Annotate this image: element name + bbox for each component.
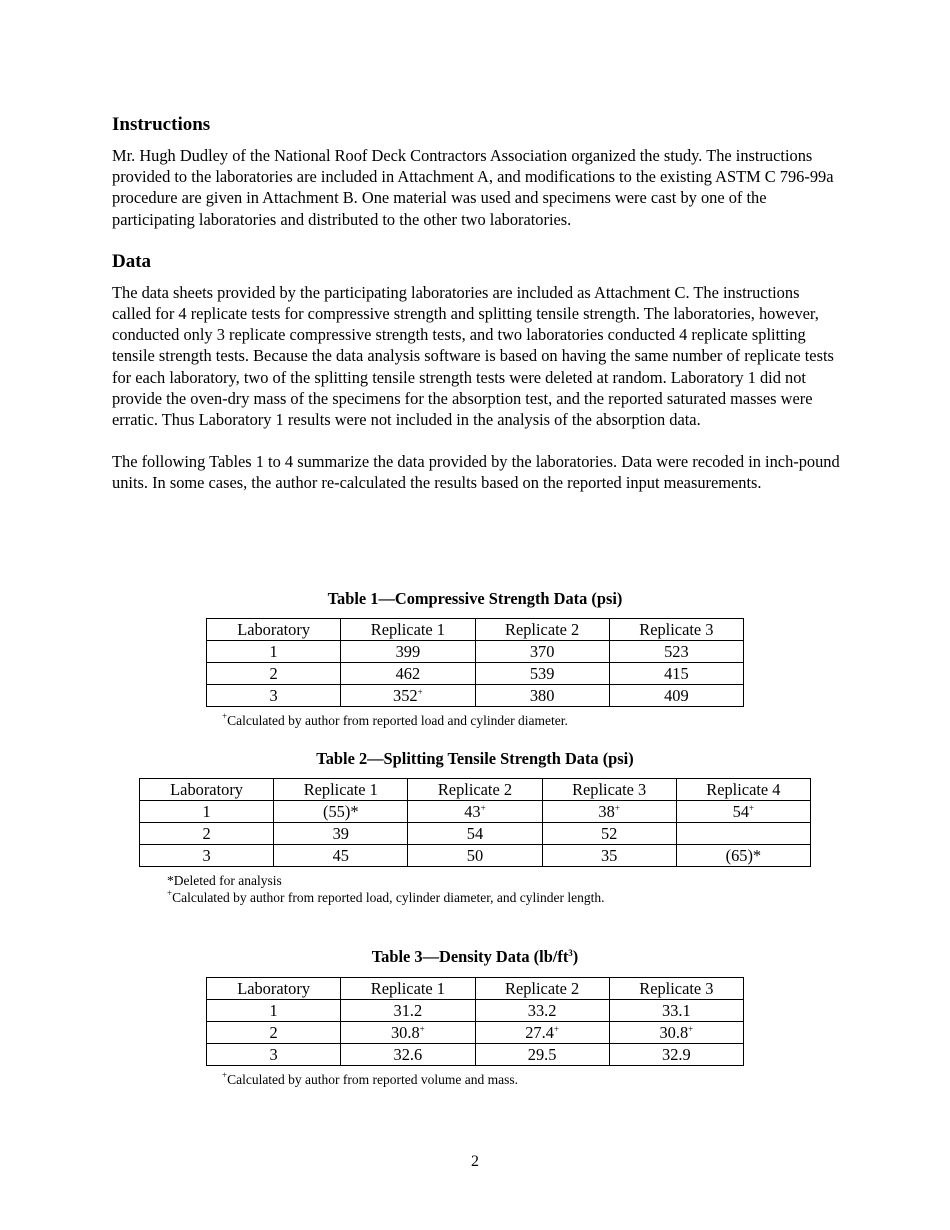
table3-header-cell: Laboratory [207, 978, 341, 1000]
table-cell: (55)* [274, 801, 408, 823]
table-cell: 27.4+ [475, 1022, 609, 1044]
table2-footnote-calculated: +Calculated by author from reported load, cylinder diameter, and cylinder length. [167, 888, 605, 905]
table-cell: 399 [341, 641, 475, 663]
table-cell: 29.5 [475, 1044, 609, 1066]
table1 [206, 618, 744, 707]
table-cell: 54+ [676, 801, 810, 823]
table-row [140, 801, 811, 823]
data-paragraph-1: The data sheets provided by the participating laboratories are included as Attachment C. The instructions called for 4 replicate tests for compressive strength and splitting tensile strength. The laboratories, however, conducted only 3 replicate compressive strength tests, and two laboratories conducted 4 replicate splitting tensile strength tests. Because the data analysis software is based on having the same number of replicate tests for each laboratory, two of the splitting tensile strength tests were deleted at random. Laboratory 1 did not provide the oven-dry mass of the specimens for the absorption test, and the reported saturated masses were erratic. Thus Laboratory 1 results were not included in the analysis of the absorption data. [112, 282, 834, 430]
table2-header-cell: Replicate 4 [676, 779, 810, 801]
table1-footnote: +Calculated by author from reported load and cylinder diameter. [222, 711, 568, 728]
table-cell: 45 [274, 845, 408, 867]
table-cell: 3 [140, 845, 274, 867]
table-cell: 1 [207, 1000, 341, 1022]
table-cell: 3 [207, 685, 341, 707]
instructions-heading: Instructions [112, 114, 211, 135]
table2-footnote-deleted: *Deleted for analysis [167, 873, 282, 888]
table-cell: 39 [274, 823, 408, 845]
table-cell: 1 [207, 641, 341, 663]
table-cell: 30.8+ [341, 1022, 475, 1044]
table-cell: 415 [609, 663, 743, 685]
table-row [140, 823, 811, 845]
table-row [140, 845, 811, 867]
table-cell: 52 [542, 823, 676, 845]
table-cell: 1 [140, 801, 274, 823]
data-heading: Data [112, 250, 152, 272]
table-row [207, 1022, 744, 1044]
instructions-paragraph: Mr. Hugh Dudley of the National Roof Deck Contractors Association organized the study. The instructions provided to the laboratories are included in Attachment A, and modifications to the existing ASTM C 796-99a procedure are given in Attachment B. One material was used and specimens were cast by one of the participating laboratories and distributed to the other two laboratories. [112, 146, 834, 229]
table1-header-row [207, 619, 744, 641]
table-cell: 352+ [341, 685, 475, 707]
table1-header-cell: Replicate 2 [475, 619, 609, 641]
table2-header-cell: Replicate 3 [542, 779, 676, 801]
table2-header-row [140, 779, 811, 801]
table-row [207, 1044, 744, 1066]
page-number: 2 [471, 1153, 479, 1170]
table1-header-cell: Replicate 1 [341, 619, 475, 641]
table-cell: 462 [341, 663, 475, 685]
table-cell: 32.6 [341, 1044, 475, 1066]
table-cell: 380 [475, 685, 609, 707]
table-cell: 32.9 [609, 1044, 743, 1066]
table-row [207, 663, 744, 685]
table-cell: (65)* [676, 845, 810, 867]
table-cell: 523 [609, 641, 743, 663]
table-cell: 3 [207, 1044, 341, 1066]
table-cell: 35 [542, 845, 676, 867]
table3-header-row [207, 978, 744, 1000]
table2-header-cell: Replicate 2 [408, 779, 542, 801]
table-row [207, 641, 744, 663]
table-cell: 54 [408, 823, 542, 845]
table-cell: 370 [475, 641, 609, 663]
table-cell: 33.1 [609, 1000, 743, 1022]
table-cell: 31.2 [341, 1000, 475, 1022]
table-row [207, 1000, 744, 1022]
table-cell: 38+ [542, 801, 676, 823]
table1-header-cell: Replicate 3 [609, 619, 743, 641]
table-row [207, 685, 744, 707]
table3-caption: Table 3—Density Data $(lb/ft^3)$ [371, 947, 579, 966]
table-cell: 43+ [408, 801, 542, 823]
table-cell: 30.8+ [609, 1022, 743, 1044]
table1-caption: Table 1—Compressive Strength Data (psi) [327, 589, 623, 608]
table-cell [676, 823, 810, 845]
table2 [139, 778, 811, 867]
table3-header-cell: Replicate 2 [475, 978, 609, 1000]
table-cell: 539 [475, 663, 609, 685]
table1-header-cell: Laboratory [207, 619, 341, 641]
table-cell: 2 [140, 823, 274, 845]
table3-header-cell: Replicate 3 [609, 978, 743, 1000]
table-cell: 2 [207, 1022, 341, 1044]
table2-header-cell: Laboratory [140, 779, 274, 801]
table3 [206, 977, 744, 1066]
table-cell: 50 [408, 845, 542, 867]
table-cell: 33.2 [475, 1000, 609, 1022]
table2-caption: Table 2—Splitting Tensile Strength Data (psi) [316, 749, 634, 768]
table3-header-cell: Replicate 1 [341, 978, 475, 1000]
table2-header-cell: Replicate 1 [274, 779, 408, 801]
table3-footnote: +Calculated by author from reported volume and mass. [222, 1070, 518, 1087]
table-cell: 2 [207, 663, 341, 685]
table-cell: 409 [609, 685, 743, 707]
data-paragraph-2: The following Tables 1 to 4 summarize the data provided by the laboratories. Data were recoded in inch-pound units. In some cases, the author re-calculated the results based on the reported input measurements. [112, 452, 840, 493]
